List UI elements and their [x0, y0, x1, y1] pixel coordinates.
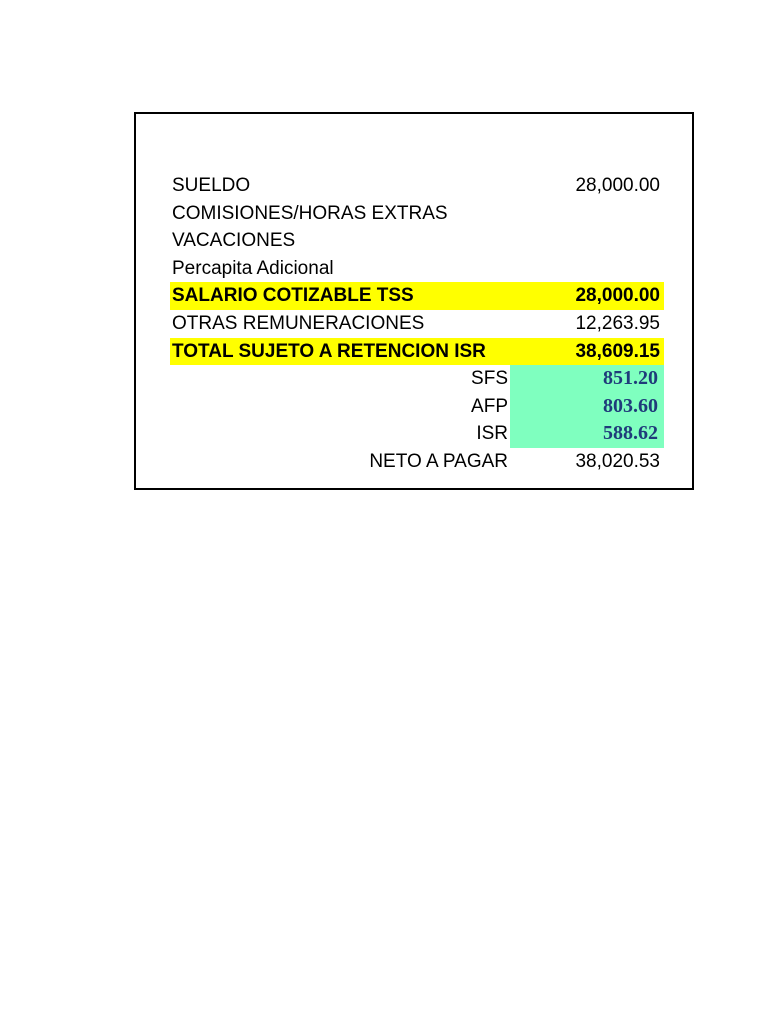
payroll-rows [170, 172, 664, 476]
deduction-value: 851.20 [603, 367, 658, 390]
net-value: 38,020.53 [575, 450, 660, 472]
row-value: 28,000.00 [575, 175, 660, 196]
row-isr [170, 420, 664, 448]
deduction-value: 803.60 [603, 394, 658, 417]
row-neto-a-pagar [170, 448, 664, 476]
deduction-cell [510, 420, 664, 448]
row-vacaciones [170, 227, 664, 255]
deduction-value: 588.62 [603, 422, 658, 445]
row-label: SALARIO COTIZABLE TSS [172, 285, 414, 307]
deduction-cell [510, 393, 664, 421]
row-sueldo [170, 172, 664, 200]
row-percapita [170, 255, 664, 283]
row-label: Percapita Adicional [172, 257, 334, 279]
row-salario-cotizable [170, 282, 664, 310]
row-value: 28,000.00 [575, 285, 660, 307]
deduction-label: AFP [471, 395, 508, 417]
row-label: VACACIONES [172, 230, 296, 252]
row-label: COMISIONES/HORAS EXTRAS [172, 202, 448, 224]
row-label: SUELDO [172, 175, 251, 196]
row-total-sujeto-isr [170, 338, 664, 366]
deduction-label: ISR [476, 423, 508, 445]
row-label: TOTAL SUJETO A RETENCION ISR [172, 340, 486, 362]
net-label: NETO A PAGAR [369, 450, 508, 472]
row-comisiones [170, 200, 664, 228]
row-value: 38,609.15 [575, 340, 660, 362]
deduction-cell [510, 365, 664, 393]
row-sfs [170, 365, 664, 393]
row-value: 12,263.95 [575, 312, 660, 334]
row-otras-remuneraciones [170, 310, 664, 338]
row-label: OTRAS REMUNERACIONES [172, 312, 425, 334]
row-afp [170, 393, 664, 421]
payroll-summary-box [134, 112, 694, 490]
deduction-label: SFS [471, 368, 508, 390]
